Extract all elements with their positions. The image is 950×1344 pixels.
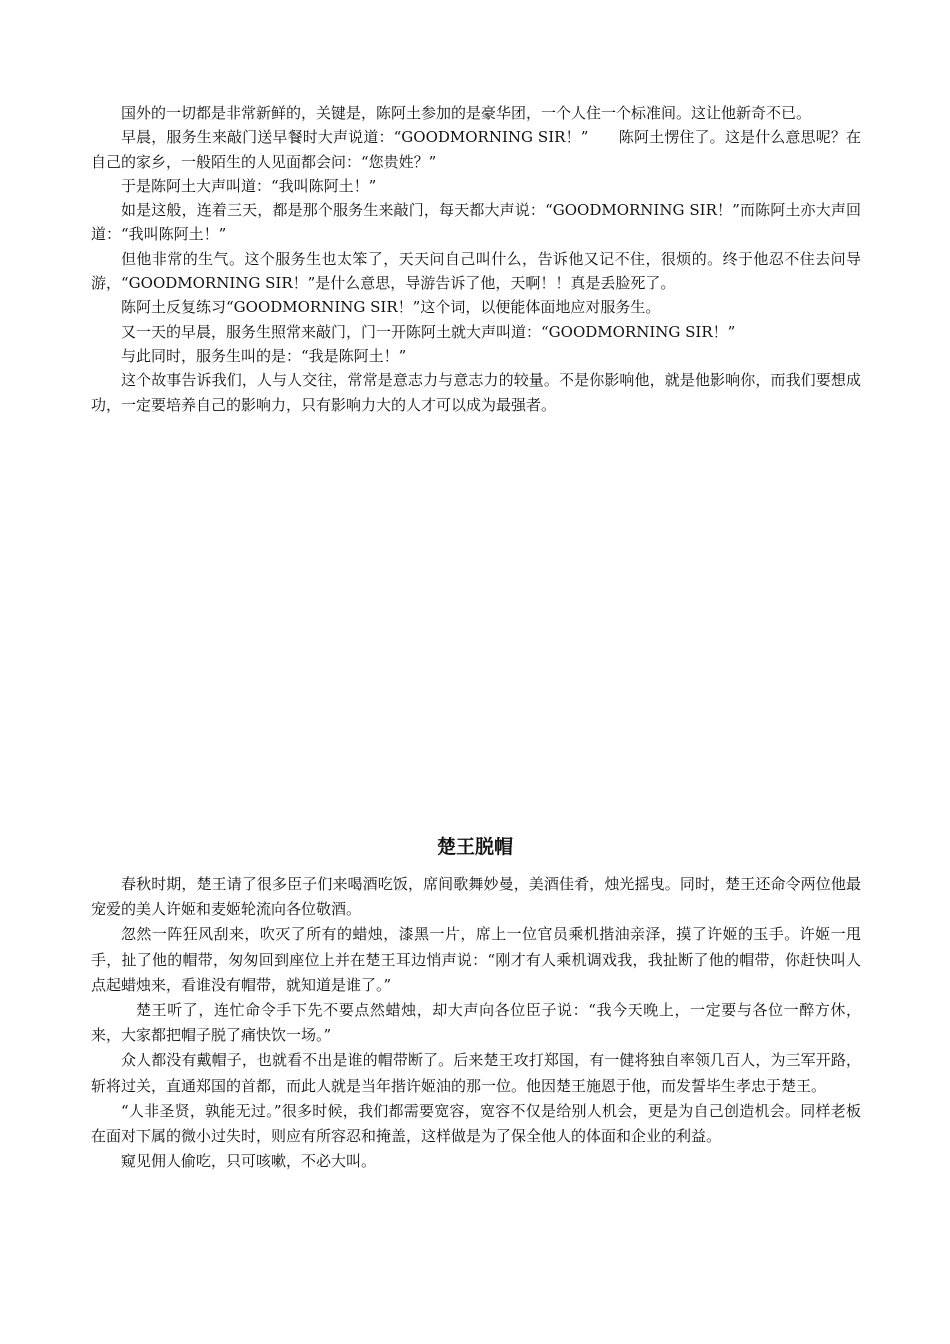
paragraph: 楚王听了，连忙命令手下先不要点然蜡烛，却大声向各位臣子说：“我今天晚上，一定要与各位一醉方休，来，大家都把帽子脱了痛快饮一场。” — [91, 1001, 861, 1045]
paragraph: “人非圣贤，孰能无过。”很多时候，我们都需要宽容，宽容不仅是给别人机会，更是为自己创造机会。同样老板在面对下属的微小过失时，则应有所容忍和掩盖，这样做是为了保全他人的体面和企业的利益。 — [91, 1101, 861, 1146]
paragraph: 忽然一阵狂风刮来，吹灭了所有的蜡烛，漆黑一片，席上一位官员乘机揩油亲泽，摸了许姬的玉手。许姬一甩手，扯了他的帽带，匆匆回到座位上并在楚王耳边悄声说：“刚才有人乘机调戏我，我扯断了他的帽带，你赶快叫人点起蜡烛来，看谁没有帽带，就知道是谁了。” — [91, 925, 861, 994]
paragraph: 又一天的早晨，服务生照常来敲门，门一开陈阿土就大声叫道：“GOODMORNING SIR！” — [121, 322, 736, 341]
story2-body — [91, 872, 861, 1174]
paragraph: 这个故事告诉我们，人与人交往，常常是意志力与意志力的较量。不是你影响他，就是他影响你，而我们要想成功，一定要培养自己的影响力，只有影响力大的人才可以成为最强者。 — [91, 371, 861, 414]
paragraph: 早晨，服务生来敲门送早餐时大声说道：“GOODMORNING SIR！” 陈阿土愣住了。这是什么意思呢？在自己的家乡，一般陌生的人见面都会问：“您贵姓？” — [91, 128, 861, 171]
paragraph: 窥见佣人偷吃，只可咳嗽，不必大叫。 — [121, 1152, 377, 1171]
paragraph: 于是陈阿土大声叫道：“我叫陈阿土！” — [121, 176, 377, 195]
story2-title: 楚王脱帽 — [436, 836, 513, 858]
paragraph: 但他非常的生气。这个服务生也太笨了，天天问自己叫什么，告诉他又记不住，很烦的。终于他忍不住去问导游，“GOODMORNING SIR！”是什么意思，导游告诉了他，天啊！！真是丢脸死了。 — [91, 249, 861, 293]
paragraph: 国外的一切都是非常新鲜的，关键是，陈阿土参加的是豪华团，一个人住一个标准间。这让他新奇不已。 — [121, 104, 812, 122]
paragraph: 如是这般，连着三天，都是那个服务生来敲门，每天都大声说：“GOODMORNING SIR！”而陈阿土亦大声回道：“我叫陈阿土！” — [91, 201, 861, 244]
paragraph: 春秋时期，楚王请了很多臣子们来喝酒吃饭，席间歌舞妙曼，美酒佳肴，烛光摇曳。同时，楚王还命令两位他最宠爱的美人许姬和麦姬轮流向各位敬酒。 — [91, 875, 861, 919]
paragraph: 与此同时，服务生叫的是：“我是陈阿土！” — [121, 346, 407, 365]
paragraph: 众人都没有戴帽子，也就看不出是谁的帽带断了。后来楚王攻打郑国，有一健将独自率领几百人，为三军开路，斩将过关，直通郑国的首都，而此人就是当年揩许姬油的那一位。他因楚王施恩于他，而发誓毕生孝忠于楚王。 — [91, 1051, 861, 1095]
paragraph: 陈阿土反复练习“GOODMORNING SIR！”这个词，以便能体面地应对服务生。 — [121, 298, 661, 317]
story1-body — [91, 101, 861, 417]
